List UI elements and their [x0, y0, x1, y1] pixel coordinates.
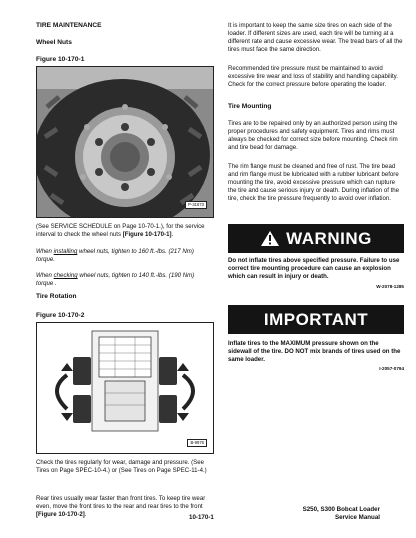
tire-mounting-heading: Tire Mounting — [228, 103, 272, 110]
same-size-paragraph: It is important to keep the same size tires on each side of the loader. If different sizes are used, each tire will be turning at a different rate and cause excessive wear. The tread bars of all the tires must face the same direction. — [228, 22, 403, 53]
tire-wheel-image — [37, 67, 213, 217]
page-number: 10-170-1 — [189, 514, 214, 521]
figure-2-label: Figure 10-170-2 — [36, 312, 85, 319]
service-interval-paragraph: (See SERVICE SCHEDULE on Page 10-70-1.), for the service interval to check the wheel nuts [Figure 10-170-1]. — [36, 223, 205, 238]
important-text: Inflate tires to the MAXIMUM pressure shown on the sidewall of the tire. DO NOT mix brands of tires used on the same loader. — [228, 340, 401, 363]
rim-flange-paragraph: The rim flange must be cleaned and free of rust. The tire bead and rim flange must be lubricated with a rubber lubricant before mounting the tire, avoid excessive pressure which can rupture the tire and cause serious injury or death. During inflation of the tire, check the tire pressure frequently to avoid over inflation. — [228, 163, 400, 202]
important-title: IMPORTANT — [263, 309, 369, 329]
warning-title: WARNING — [286, 228, 372, 248]
manual-title: Service Manual — [334, 514, 380, 521]
tire-rotation-heading: Tire Rotation — [36, 293, 77, 300]
figure-1-wheel-photo — [36, 66, 214, 218]
warning-text: Do not inflate tires above specified pressure. Failure to use correct tire mounting procedure can cause an explosion which can result in injury or death. — [228, 257, 400, 280]
wheel-nuts-heading: Wheel Nuts — [36, 39, 72, 46]
figure-2-id: B-9976 — [187, 439, 207, 447]
warning-banner — [228, 224, 404, 253]
check-tires-paragraph: Check the tires regularly for wear, damage and pressure. (See Tires on Page SPEC-10-4.) or (See Tires on Page SPEC-11-4.) — [36, 459, 207, 474]
figure-1-id: P-31673 — [185, 201, 207, 209]
figure-1-label: Figure 10-170-1 — [36, 56, 85, 63]
install-torque-paragraph: When installing wheel nuts, tighten to 160 ft.-lbs. (217 Nm) torque. — [36, 248, 194, 263]
mounting-paragraph: Tires are to be repaired only by an authorized person using the proper procedures and safety equipment. Tires and rims must always be checked for correct size before mounting. Check rim and tire bead for damage. — [228, 120, 398, 151]
figure-2-rotation-diagram — [36, 322, 214, 454]
important-code: I-2057-0794 — [379, 366, 404, 371]
check-torque-paragraph: When checking wheel nuts, tighten to 140 ft.-lbs. (190 Nm) torque . — [36, 272, 195, 287]
page-footer — [0, 506, 416, 536]
important-banner — [228, 305, 404, 334]
pressure-paragraph: Recommended tire pressure must be maintained to avoid excessive tire wear and loss of stability and handling capability. Check for the correct pressure before operating the loader. — [228, 65, 398, 88]
model-name: S250, S300 Bobcat Loader — [302, 506, 380, 513]
loader-top-view-diagram — [37, 323, 213, 453]
warning-triangle-icon — [260, 230, 280, 247]
section-heading: TIRE MAINTENANCE — [36, 22, 102, 29]
rotation-paragraph: Rear tires usually wear faster than front tires. To keep tire wear even, move the front tires to the rear and rear tires to the front [Figure 10-170-2]. — [36, 495, 206, 518]
warning-code: W-2078-1285 — [376, 284, 404, 289]
